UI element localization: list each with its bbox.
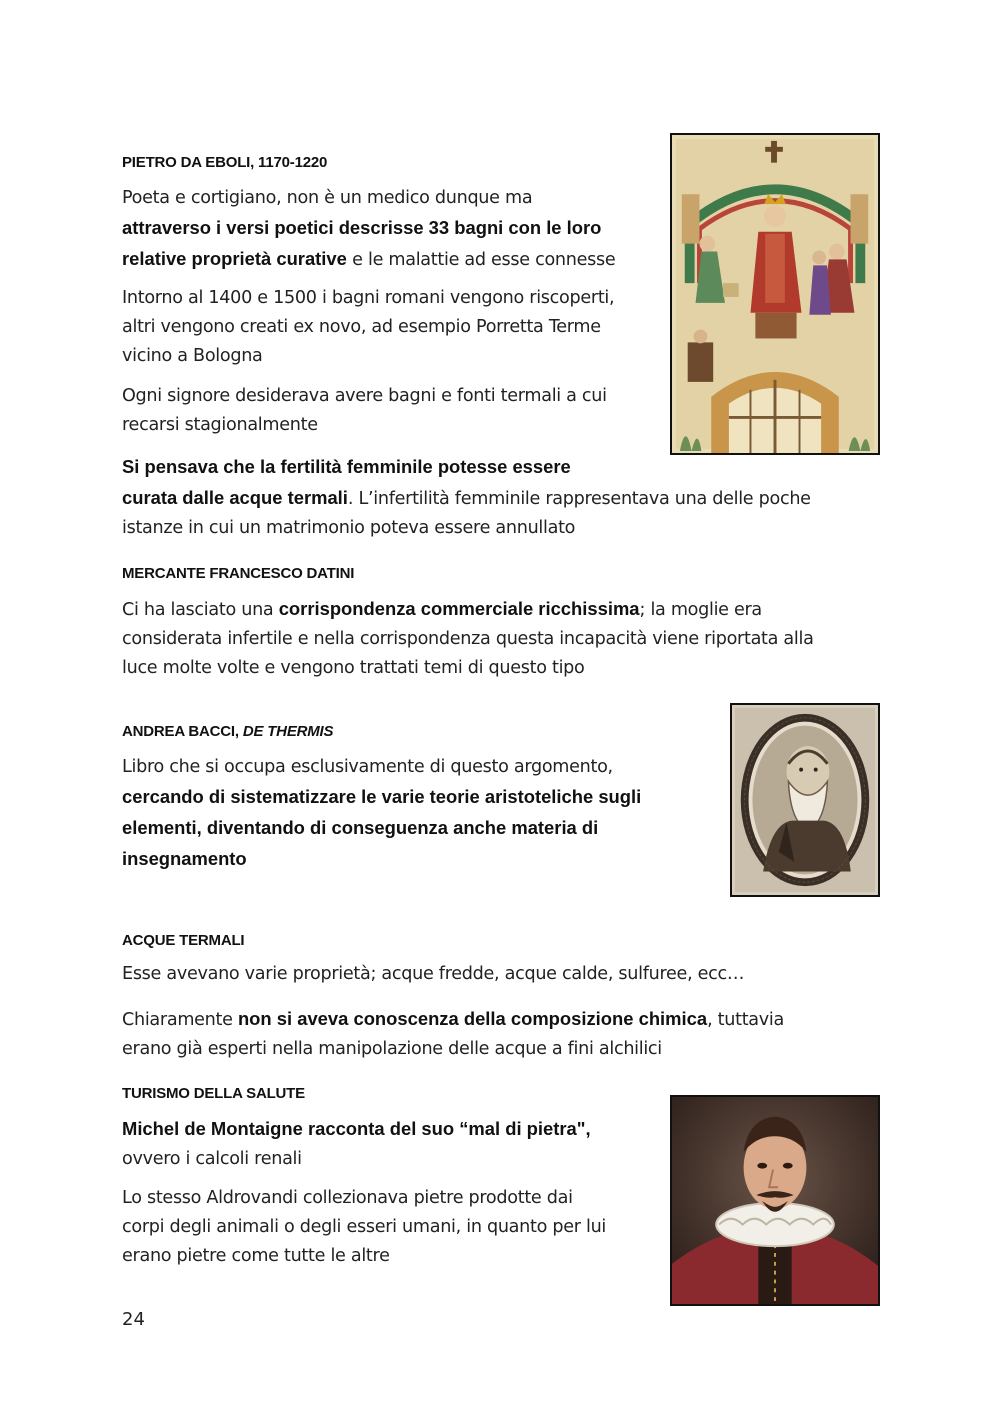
text-line: corpi degli animali o degli esseri umani, in quanto per lui (122, 1217, 607, 1237)
text-fragment: , tuttavia (707, 1010, 784, 1030)
paragraph-aldrovandi (122, 1184, 606, 1271)
text-line: erano già esperti nella manipolazione delle acque a fini alchilici (122, 1039, 662, 1059)
bold-text: attraverso i versi poetici descrisse 33 bagni con le loro (122, 217, 602, 238)
bold-text: curata dalle acque termali (122, 487, 348, 508)
bold-text: insegnamento (122, 848, 247, 869)
text-line: istanze in cui un matrimonio poteva essere annullato (122, 518, 576, 538)
text-fragment: e le malattie ad esse connesse (346, 250, 616, 270)
montaigne-portrait (670, 1095, 880, 1306)
text-line: Intorno al 1400 e 1500 i bagni romani vengono riscoperti, (122, 288, 615, 308)
paragraph-fertilita (122, 452, 811, 543)
text-fragment: Ci ha lasciato una (122, 600, 279, 620)
manuscript-illumination-image (670, 133, 880, 455)
text-fragment: . L’infertilità femminile rappresentava una delle poche (347, 489, 811, 509)
bold-text: Si pensava che la fertilità femminile potesse essere (122, 456, 571, 477)
bold-text: cercando di sistematizzare le varie teorie aristoteliche sugli (122, 786, 642, 807)
bold-text: non si aveva conoscenza della composizione chimica (237, 1008, 708, 1029)
text-line: Libro che si occupa esclusivamente di questo argomento, (122, 757, 613, 777)
bold-text: Michel de Montaigne racconta del suo “mal di pietra", (122, 1118, 591, 1139)
text-line: altri vengono creati ex novo, ad esempio Porretta Terme (122, 317, 601, 337)
paragraph-montaigne (122, 1114, 591, 1174)
heading-fragment: ANDREA BACCI, (122, 723, 243, 740)
heading-pietro-da-eboli: PIETRO DA EBOLI, 1170-1220 (122, 154, 328, 171)
heading-acque-termali: ACQUE TERMALI (122, 932, 245, 949)
paragraph-composizione-chimica (122, 1004, 784, 1064)
heading-andrea-bacci (122, 723, 333, 740)
text-line: luce molte volte e vengono trattati temi di questo tipo (122, 658, 585, 678)
bacci-engraving-portrait (730, 703, 880, 897)
text-line: Esse avevano varie proprietà; acque fredde, acque calde, sulfuree, ecc… (122, 964, 745, 984)
text-line: Lo stesso Aldrovandi collezionava pietre prodotte dai (122, 1188, 573, 1208)
paragraph-proprieta (122, 960, 744, 989)
paragraph-ogni-signore (122, 382, 607, 440)
text-line: Poeta e cortigiano, non è un medico dunque ma (122, 188, 533, 208)
heading-francesco-datini: MERCANTE FRANCESCO DATINI (122, 565, 355, 582)
paragraph-bacci (122, 753, 641, 875)
heading-turismo-della-salute: TURISMO DELLA SALUTE (122, 1085, 305, 1102)
text-line: considerata infertile e nella corrispondenza questa incapacità viene riportata alla (122, 629, 814, 649)
text-line: recarsi stagionalmente (122, 415, 318, 435)
paragraph-pietro-intro (122, 184, 615, 275)
text-line: ovvero i calcoli renali (122, 1149, 302, 1169)
paragraph-datini (122, 594, 814, 683)
page-number: 24 (122, 1309, 145, 1330)
paragraph-bagni-romani (122, 284, 614, 371)
bold-text: corrispondenza commerciale ricchissima (278, 598, 640, 619)
text-line: vicino a Bologna (122, 346, 263, 366)
text-fragment: Chiaramente (122, 1010, 238, 1030)
heading-italic: DE THERMIS (242, 723, 334, 740)
bold-text: relative proprietà curative (122, 248, 347, 269)
text-line: Ogni signore desiderava avere bagni e fonti termali a cui (122, 386, 607, 406)
text-fragment: ; la moglie era (639, 600, 762, 620)
bold-text: elementi, diventando di conseguenza anche materia di (122, 817, 599, 838)
text-line: erano pietre come tutte le altre (122, 1246, 390, 1266)
